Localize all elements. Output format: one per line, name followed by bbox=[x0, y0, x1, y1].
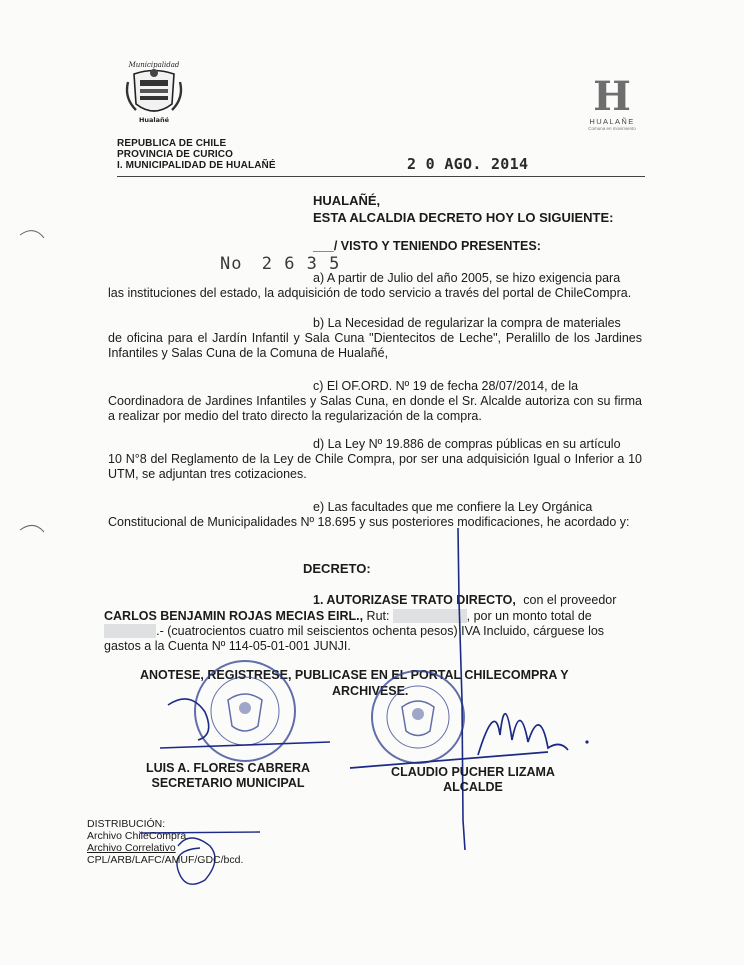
paragraph-e-rest: Constitucional de Municipalidades Nº 18.695 y sus posteriores modificaciones, he acordado y: bbox=[108, 515, 630, 529]
brand-mark: H bbox=[593, 73, 631, 120]
visto-text: / VISTO Y TENIENDO PRESENTES: bbox=[333, 239, 541, 253]
seal-top-text: Municipalidad bbox=[128, 61, 180, 69]
brand-tagline: Comuna en movimiento bbox=[588, 126, 636, 131]
closing-line1: ANOTESE, REGISTRESE, PUBLICASE EN EL PORTAL CHILECOMPRA Y bbox=[140, 668, 569, 682]
pen-vertical-stroke bbox=[458, 528, 465, 850]
letterhead-municipality: I. MUNICIPALIDAD DE HUALAÑÉ bbox=[117, 160, 276, 171]
distribution-item: CPL/ARB/LAFC/AMUF/GDC/bcd. bbox=[87, 854, 244, 866]
amount-redacted: $404.680 bbox=[104, 624, 157, 638]
secretary-signature-block bbox=[128, 761, 328, 791]
secretary-title: SECRETARIO MUNICIPAL bbox=[151, 776, 305, 790]
decreto-heading: DECRETO: bbox=[303, 561, 371, 576]
mayor-signature-block bbox=[368, 765, 578, 795]
paragraph-c-rest: Coordinadora de Jardines Infantiles y Salas Cuna, en donde el Sr. Alcalde autoriza con su firma a realizar por medio del trato directo la regularización de la compra. bbox=[108, 394, 642, 423]
paragraph-c-first: c) El OF.ORD. Nº 19 de fecha 28/07/2014, de la bbox=[313, 379, 579, 393]
letterhead-country: REPUBLICA DE CHILE bbox=[117, 138, 227, 149]
decree-number-value: 2 6 3 5 bbox=[261, 254, 341, 274]
title-line: ESTA ALCALDIA DECRETO HOY LO SIGUIENTE: bbox=[313, 210, 614, 225]
paragraph-b-first: b) La Necesidad de regularizar la compra de materiales bbox=[313, 316, 621, 330]
rut-redacted: 76.000.000-0 bbox=[392, 609, 467, 623]
paragraph-d-rest: 10 N°8 del Reglamento de la Ley de Chile Compra, por ser una adquisición Igual o Inferior a 10 UTM, se adjuntan tres cotizaciones. bbox=[108, 452, 642, 481]
amount-tail: , por un monto total de bbox=[466, 609, 592, 623]
stamped-date: 2 0 AGO. 2014 bbox=[407, 155, 529, 173]
mayor-signature bbox=[350, 714, 568, 768]
visto-blank: ___ bbox=[313, 239, 334, 253]
paragraph-d-first: d) La Ley Nº 19.886 de compras públicas en su artículo bbox=[313, 437, 621, 451]
decreto-item-line4: gastos a la Cuenta Nº 114-05-01-001 JUNJI. bbox=[104, 639, 351, 653]
paragraph-a-rest: las instituciones del estado, la adquisición de todo servicio a través del portal de ChileCompra. bbox=[108, 286, 632, 300]
secretary-name: LUIS A. FLORES CABRERA bbox=[145, 761, 311, 775]
letterhead-province: PROVINCIA DE CURICO bbox=[117, 149, 233, 160]
mayor-name: CLAUDIO PUCHER LIZAMA bbox=[391, 765, 555, 779]
paragraph-a-first: a) A partir de Julio del año 2005, se hizo exigencia para bbox=[313, 271, 621, 285]
paragraph-e-first: e) Las facultades que me confiere la Ley Orgánica bbox=[313, 500, 593, 514]
provider-name: CARLOS BENJAMIN ROJAS MECIAS EIRL., bbox=[104, 609, 364, 623]
decreto-item-lead: 1. AUTORIZASE TRATO DIRECTO, bbox=[313, 593, 516, 607]
mayor-title: ALCALDE bbox=[443, 780, 503, 794]
distribution-heading: DISTRIBUCIÓN: bbox=[87, 818, 166, 830]
decreto-item-lead-tail: con el proveedor bbox=[523, 593, 617, 607]
distribution-item: Archivo Correlativo bbox=[87, 842, 176, 854]
mayor-stamp bbox=[372, 671, 464, 763]
brand-name: HUALAÑE bbox=[589, 117, 635, 126]
closing-line2: ARCHIVESE. bbox=[332, 684, 409, 698]
rut-label: Rut: bbox=[366, 609, 390, 623]
seal-bottom-text: Hualañé bbox=[138, 116, 170, 124]
title-place: HUALAÑÉ, bbox=[313, 193, 381, 208]
distribution-item: Archivo ChileCompra bbox=[87, 830, 187, 842]
amount-text: .- (cuatrocientos cuatro mil seiscientos ochenta pesos) IVA Incluido, cárguese los bbox=[156, 624, 605, 638]
paragraph-b-rest: de oficina para el Jardín Infantil y Sala Cuna "Dientecitos de Leche", Peralillo de los Jardines Infantiles y Salas Cuna de la Comuna de Hualañé, bbox=[108, 331, 642, 360]
decree-number-prefix: No bbox=[220, 254, 243, 274]
distribution-block bbox=[87, 818, 243, 866]
